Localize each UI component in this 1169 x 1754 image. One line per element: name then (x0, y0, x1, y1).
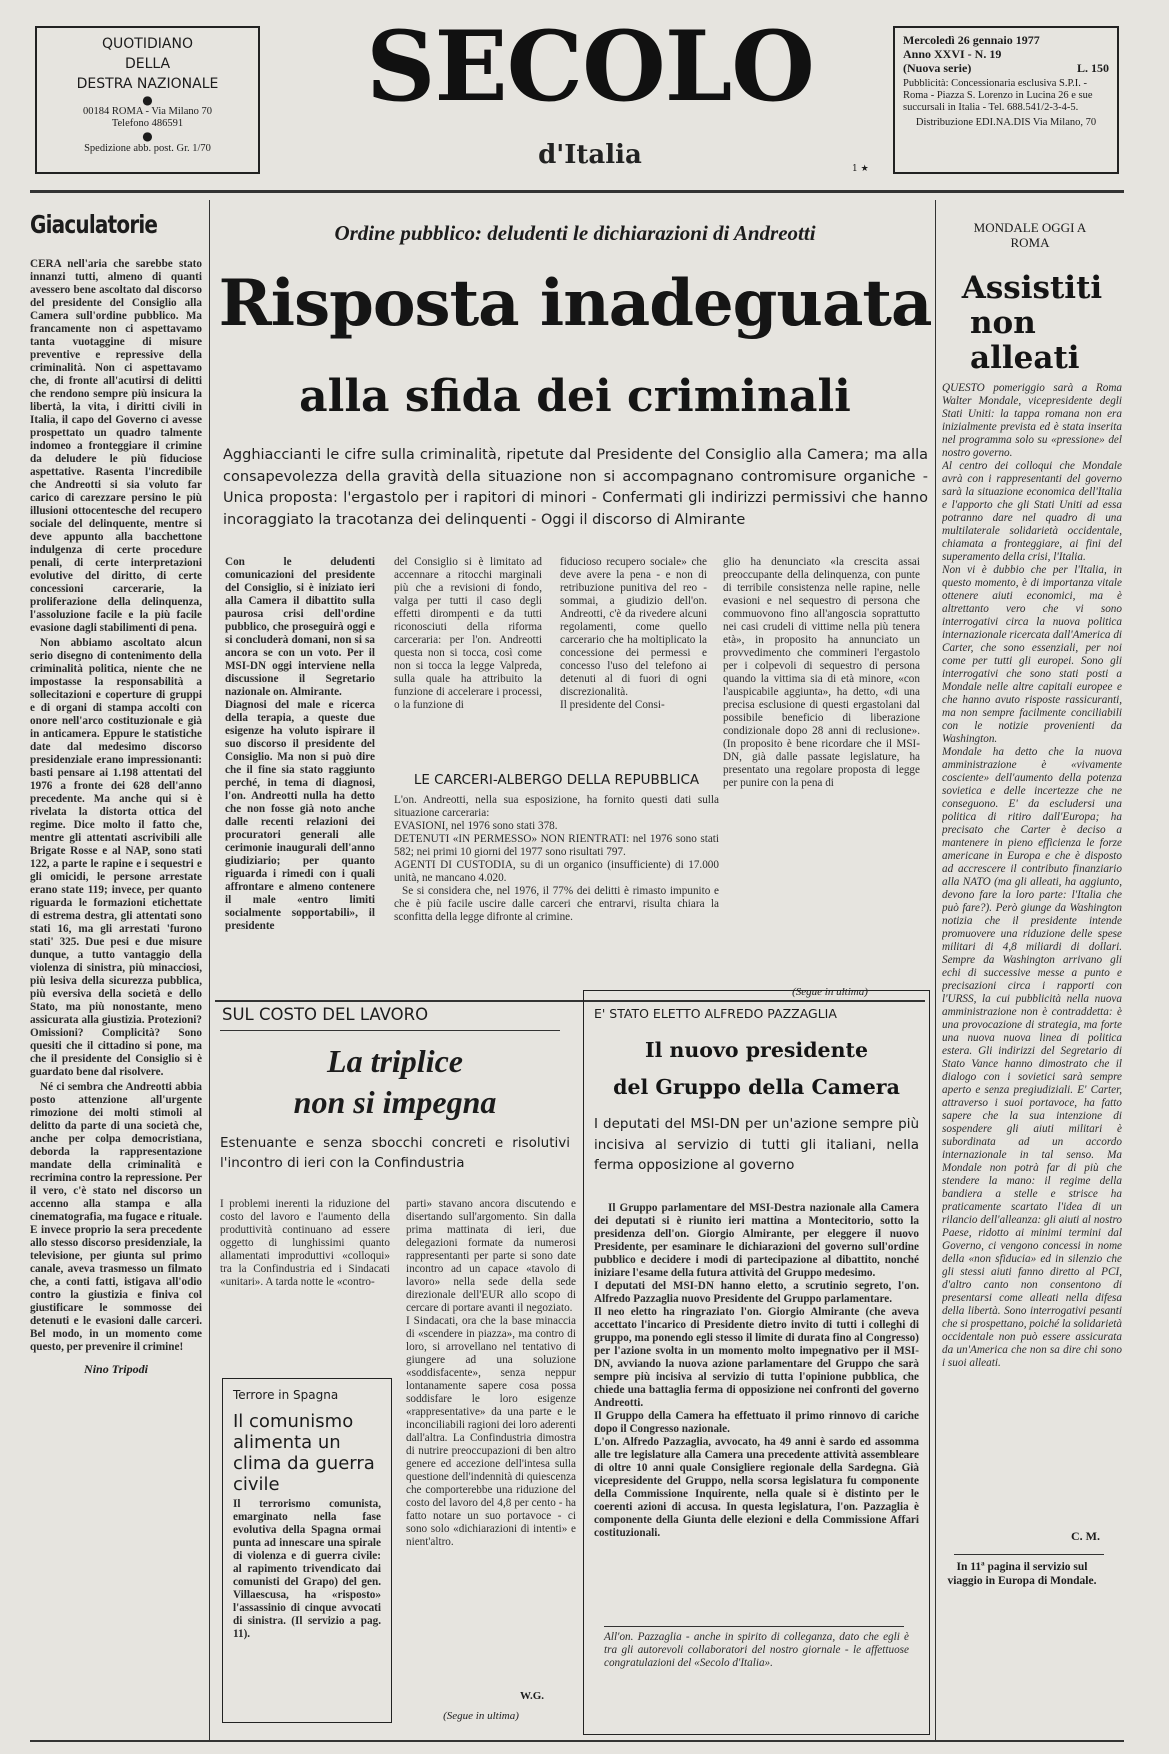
terrore-box (222, 1378, 392, 1723)
issue-date: Mercoledì 26 gennaio 1977 (903, 33, 1040, 47)
bullet-icon: ● (142, 93, 153, 107)
lavoro-continued: (Segue in ultima) (443, 1710, 519, 1722)
headline-line-2: alla sfida dei criminali (299, 371, 851, 422)
masthead-phone: Telefono 486591 (111, 118, 184, 129)
pazzaglia-rule (604, 1626, 904, 1627)
lavoro-title-2: non si impegna (293, 1084, 497, 1120)
lavoro-signature: W.G. (520, 1690, 545, 1702)
terrore-kicker: Terrore in Spagna (233, 1388, 339, 1402)
pazzaglia-note: All'on. Pazzaglia - anche in spirito di colleganza, dato che egli è tra gli autorevoli collaboratori del nostro giornale - le affettuose congratulazioni del «Secolo d'Italia». (604, 1630, 909, 1669)
mondale-signature: C. M. (1071, 1529, 1100, 1543)
carceri-detenuti: DETENUTI «IN PERMESSO» NON RIENTRATI: nel 1976 sono stati 582; nei primi 10 giorni del 1977 sono risultati 797. (394, 833, 719, 858)
column-rule-right (935, 200, 936, 1740)
issue-anno: Anno XXVI - N. 19 (903, 47, 1002, 61)
story-col-4 (723, 556, 920, 961)
carceri-conclusion: Se si considera che, nel 1976, il 77% dei delitti è rimasto impunito e che è più facile uscire dalle carceri che entrarvi, risulta chiara la sconfitta della legge difronte al crimine. (394, 885, 719, 923)
giaculatorie-signature: Nino Tripodi (84, 1362, 148, 1376)
terrore-title: Il comunismo alimenta un clima da guerra civile (233, 1411, 375, 1495)
masthead-left-box (35, 26, 260, 174)
pazzaglia-deck: I deputati del MSI-DN per un'azione sempre più incisiva al servizio di tutti gli italiani, nella ferma opposizione al governo (594, 1116, 919, 1173)
carceri-agenti: AGENTI DI CUSTODIA, su di un organico (insufficiente) di 17.000 unità, ne mancano 4.020. (394, 859, 719, 884)
pazzaglia-title-2: del Gruppo della Camera (613, 1075, 900, 1099)
lavoro-text-2: parti» stavano ancora discutendo e disertando sull'argomento. Sin dalla prima mattinata di ieri, due delegazioni formate da numerosi rappresentanti per parte si sono date incontro ad un capace «tavolo di lavoro» nella sede della sede direzionale dell'EUR allo scopo di cercare di portare avanti il negoziato. I Sindacati, ora che la base minaccia di «scendere in piazza», ma contro di loro, si arrovellano nel tentativo di giungere ad una soluzione «soddisfacente», senza neppur lontanamente sapere cosa possa soddisfare le loro esigenze «rappresentative» da una parte e le inconciliabili ragioni dei loro aderenti dall'altra. La Confindustria dimostra di nutrire preoccupazioni di ben altro genere ed accezione dell'intesa sulla questione dell'indennità di quiescenza che comporterebbe una riduzione del costo del lavoro del 4,8 per cento - ha fatto notare un suo portavoce - ci sono solo «dichiarazioni di intenti» e nient'altro. (406, 1198, 576, 1548)
story-text-2: del Consiglio si è limitato ad accennare a ritocchi marginali più che a revisioni di fondo, valga per tutti il caso degli effetti dirompenti e da tutti riconosciuti della riforma carceraria: per l'on. Andreotti questa non si tocca, così come non si tocca la legge Valpreda, sulla quale ha attribuito la funzione di accelerare i processi, o la funzione di (394, 556, 542, 711)
pazzaglia-title-1: Il nuovo presidente (644, 1038, 869, 1062)
masthead-rule (30, 190, 1124, 193)
story-text-1: Con le deludenti comunicazioni del presidente del Consiglio, si è iniziato ieri alla Camera il dibattito sulla paurosa crisi dell'ordine pubblico, che proseguirà oggi e si concluderà domani, non si sa ancora se con un voto. Per il MSI-DN oggi interviene nella discussione il Segretario nazionale on. Almirante. Diagnosi del male e ricerca della terapia, a queste due esigenze ha voluto ispirare il suo discorso il presidente del Consiglio. Ma non si può dire che il fine sia stato raggiunto perché, in tema di diagnosi, l'on. Andreotti nulla ha detto che non fosse già noto anche dalle recenti relazioni dei procuratori generali alle cerimonie inaugurali dell'anno giudiziario; per quanto riguarda i rimedi con i quali affrontare e almeno contenere il male «entro limiti socialmente sopportabili», il presidente (225, 556, 375, 932)
story-text-3: fiducioso recupero sociale» che deve avere la pena - e non di retribuzione punitiva del reo - sommai, a giudizio dell'on. Andreotti, c'è da rivedere alcuni regolamenti, come quello carcerario che ha moltiplicato la concessione dei permessi e concesso l'uso del telefono ai detenuti al di fuori di ogni discrezionalità. Il presidente del Consi- (560, 556, 707, 711)
pazzaglia-box (583, 990, 930, 1735)
story-col-2 (394, 556, 542, 734)
pubblicita-note: Pubblicità: Concessionaria esclusiva S.P.I. - Roma - Piazza S. Lorenzo in Lucina 26 e sue succursali in Italia - Tel. 688.541/2-3-4-5. (903, 78, 1093, 113)
masthead-address: 00184 ROMA - Via Milano 70 (83, 106, 212, 117)
giaculatorie-text-1: CERA nell'aria che sarebbe stato innanzi tutti, almeno di quanti avessero bene ascoltato dal discorso del presidente del Consiglio alla Camera sull'ordine pubblico. Ma francamente non ci aspettavamo tanta vuotaggine di misure preventive e repressive della criminalità. Non ci aspettavamo che, di fronte all'acutirsi di delitti che rendono sempre più insicura la libertà, la vita, i diritti civili in Italia, il capo del Governo ci avesse prospettato un quadro talmente indomeo a fronteggiare il crimine da deludere le più fiduciose aspettative. Rasenta l'incredibile che Andreotti si sia voluto far carico di carezzare persino le più illusioni ottocentesche del recupero sociale del delinquente, mentre si deve appunto alla bacchettone indulgenza di certe procedure penali, di certe interpretazioni evolutive del diritto, di certe concessioni carcerarie, la proliferazione della delinquenza, l'assoluzione facile e la più facile evasione dagli stabilimenti di pena. (30, 258, 202, 634)
masthead-tagline-2: DELLA (124, 56, 171, 72)
mondale-text: QUESTO pomeriggio sarà a Roma Walter Mondale, vicepresidente degli Stati Uniti: la tappa romana non era inizialmente prevista ed è stata inserita nel programma solo su «pressione» del nostro governo. Al centro dei colloqui che Mondale avrà con i rappresentanti del governo sarà la situazione economica dell'Italia e l'apporto che gli Stati Uniti ad essa potranno dare nel quadro di una multilaterale solidarietà occidentale, chiamata a fronteggiare, ai fini del superamento della crisi, l'Italia. Non vi è dubbio che per l'Italia, in questo momento, è di importanza vitale ottenere aiuti economici, ma è altrettanto vero che vi sono interrogativi circa la nuova politica internazionale ricercata dall'America di Carter, che sono essenziali, per noi come per tutti gli europei. Sono gli interrogativi che sono stati posti a Mondale nelle altre capitali europee e che hanno avuto risposte rassicuranti, ma non sempre facilmente conciliabili con le notizie provenienti da Washington. Mondale ha detto che la nuova amministrazione è «vivamente cosciente» dell'aumento della potenza sovietica e delle incertezze che ne conseguono. E' da escludersi una politica di ritiro dall'Europa; ha precisato che Carter è deciso a mantenere in pieno efficienza le forze americane in Europa e che è disposto ad accrescere il contributo finanziario alla NATO (ma gli alleati, ha aggiunto, devono fare la loro parte: l'Italia che può fare?). Però giunge da Washington notizia che il presidente intende promuovere una riduzione delle spese militari di 4,8 miliardi di dollari. Sempre da Washington arrivano gli echi di successive messe a punto e precisazioni circa i rapporti con l'URSS, la cui pubblicità nella nuova amministrazione non è contraddetta: è una provocazione di strategia, ma forte una nuova nuova linea di politica estera. Gli indirizzi del Segretario di Stato Vance hanno dimostrato che il dialogo con i sovietici sarà sempre aperto e senza pregiudiziali. E' Carter, attraverso i suoi portavoce, ha fatto sapere che la sua intenzione di sospendere gli aiuti militari è subordinata ad un accordo internazionale in tal senso. Ma Mondale non potrà far di più che stendere la mano: il regime della bandiera a stelle e strisce ha praticamente scartato l'idea di un rilancio dell'alleanza: gli aiuti al nostro Paese, ridotto ai minimi termini dal Governo, ci vengono concessi in nome della «non sfiducia» ed in silenzio che gli stessi aiuti fanno diretto al PCI, d'altro canto non consentono di presentarsi come alleati nella difesa della libertà. Sono interrogativi pesanti che si prospettano, poiché la solidarietà occidentale non può essere assicurata da un'America che non sa dire chi sono i suoi alleati. (942, 382, 1122, 1369)
mondale-footer: In 11ª pagina il servizio sul viaggio in Europa di Mondale. (947, 1561, 1097, 1587)
left-column (30, 200, 202, 1735)
bullet-icon: ● (142, 129, 153, 143)
story-col-1 (225, 556, 375, 1001)
edition-stars: 1 ★ (852, 164, 869, 174)
masthead-spedizione: Spedizione abb. post. Gr. 1/70 (84, 143, 211, 154)
lavoro-text-1: I problemi inerenti la riduzione del costo del lavoro e l'aumento della produttività continuano ad essere oggetto di lunghissimi quanto allamentati improduttivi «colloqui» tra la Confindustria ed i Sindacati «unitari». A tarda notte le «contro- (220, 1198, 390, 1288)
pazzaglia-kicker: E' STATO ELETTO ALFREDO PAZZAGLIA (594, 1006, 837, 1021)
lavoro-kicker: SUL COSTO DEL LAVORO (222, 1005, 429, 1024)
masthead-right-box (893, 26, 1119, 174)
headline-kicker: Ordine pubblico: deludenti le dichiarazioni di Andreotti (334, 221, 816, 245)
mondale-title-3: alleati (970, 340, 1080, 376)
pazzaglia-text: Il Gruppo parlamentare del MSI-Destra nazionale alla Camera dei deputati si è riunito ieri mattina a Montecitorio, sotto la presidenza dell'on. Giorgio Almirante, per eleggere il nuovo Presidente, per esaminare le dichiarazioni del governo sull'ordine pubblico e decidere i modi di partecipazione al dibattito, nonché iniziare l'esame della futura attività del Gruppo medesimo. I deputati del MSI-DN hanno eletto, a scrutinio segreto, l'on. Alfredo Pazzaglia nuovo Presidente del Gruppo parlamentare. Il neo eletto ha ringraziato l'on. Giorgio Almirante (che aveva accettato l'incarico di Presidente dietro invito di tutti i colleghi di gruppo, ma ponendo egli stesso il limite di durata fino al Congresso) per l'azione svolta in un momento molto impegnativo per il MSI-DN, avviando la nuova azione parlamentare del Gruppo che sarà sempre più incisiva al servizio di tutta l'opinione pubblica, che chiede una battaglia ferma di opposizione nei confronti del governo Andreotti. Il Gruppo della Camera ha effettuato il primo rinnovo di cariche dopo il Congresso nazionale. L'on. Alfredo Pazzaglia, avvocato, ha 49 anni è sardo ed assomma alle tre legislature alla Camera una precedente attività assembleare di oltre 10 anni quale Consigliere regionale della Sardegna. Già vicepresidente del Gruppo, nella scorsa legislatura fu componente della Commissione Inquirente, nella quale si è distinto per le coerenti azioni di accusa. In questa legislatura, l'on. Pazzaglia è componente della Giunta delle elezioni e della Commissione Affari costituzionali. (594, 1201, 919, 1539)
masthead-tagline-1: QUOTIDIANO (102, 36, 193, 52)
carceri-intro: L'on. Andreotti, nella sua esposizione, ha fornito questi dati sulla situazione carceraria: (394, 794, 719, 819)
lavoro-col-2 (406, 1198, 576, 1688)
issue-serie: (Nuova serie) (903, 61, 972, 75)
masthead-subtitle: d'Italia (538, 140, 642, 170)
mondale-title-2: non (970, 305, 1036, 341)
masthead-title: SECOLO (366, 10, 814, 123)
carceri-box (394, 770, 719, 995)
story-text-4: glio ha denunciato «la crescita assai preoccupante della delinquenza, con punte di terribile consistenza nelle rapine, nelle evasioni e nel sequestro di persona che commuovono fino all'angoscia soprattutto nei casi crudeli di vittime nella più tenera età», in proposito ha annunciato un provvedimento che commineri l'ergastolo per i colpevoli di sequestro di persona quando la vittima sia di età minore, «con l'auspicabile aggiunta», ha detto, «di una precisa esclusione di questi ergastolani dal possibile beneficio di liberazione condizionale dopo 28 anni di reclusione». (In proposito è bene ricordare che il MSI-DN, già dalle passate legislature, ha presentato una regolare proposta di legge per punire con la pena di (723, 556, 920, 789)
mondale-title-1: Assistiti (961, 270, 1103, 306)
headline-line-1: Risposta inadeguata (218, 266, 932, 341)
carceri-title: LE CARCERI-ALBERGO DELLA REPUBBLICA (413, 772, 700, 788)
lavoro-title-1: La triplice (327, 1043, 463, 1079)
lavoro-col-1 (220, 1198, 390, 1373)
column-rule-left (209, 200, 210, 1740)
right-column (942, 220, 1122, 1720)
story-col-3 (560, 556, 707, 734)
giaculatorie-text-3: Né ci sembra che Andreotti abbia posto attenzione all'urgente rimozione dei molti stimoli al delitto da parte di una società che, anche per colpa democristiana, deborda la rappresentazione mandate della criminalità e recrimina contro la repressione. Per il vero, c'è stato nel discorso un accenno alla stampa e alla cinematografia, ma fugace e rituale. E invece proprio la sera precedente allo stesso discorso presidenziale, la televisione, per giunta sul primo canale, aveva trasmesso un filmato che, a conti fatti, istigava all'odio contro la giustizia e finiva col giustificare le sommosse dei detenuti e le evasioni dalle carceri. Bel modo, in un momento come questo, per prevenire il crimine! (30, 1081, 202, 1353)
story-continued: (Segue in ultima) (792, 986, 868, 998)
terrore-text: Il terrorismo comunista, emarginato nella fase evolutiva della Spagna ormai punta ad innescare una spirale di violenza e di guerra civile: al rapimento trivendicato dai comunisti del Grapo) del gen. Villaescusa, ha «risposto» l'assassinio di cinque avvocati di sinistra. (Il servizio a pag. 11). (233, 1498, 381, 1640)
giaculatorie-title: Giaculatorie (30, 210, 158, 239)
headline-deck: Agghiaccianti le cifre sulla criminalità, ripetute dal Presidente del Consiglio alla Camera; ma alla consapevolezza della gravità della situazione non si accompagnano contromisure organiche - Unica proposta: l'ergastolo per i rapitori di minori - Confermati gli indirizzi permissivi che hanno incoraggiato la tracotanza dei delinquenti - Oggi il discorso di Almirante (223, 447, 928, 528)
giaculatorie-text-2: Non abbiamo ascoltato alcun serio disegno di contenimento della criminalità politica, niente che ne impostasse la responsabilità a sollecitazioni e coperture di gruppi e di organi di stampa accolti con onore nell'arco costituzionale e già in anticamera. Eppure le statistiche date dal medesimo discorso presidenziale erano impressionanti: basti pensare ai 1.198 attentati del 1976 a fronte dei 628 dell'anno precedente. Ma anche qui si è rivelata la distorta ottica del regime. Dice molto il fatto che, mentre gli attentati ascrivibili alle Brigate Rosse e al NAP, sono stati 122, a parte le rapine e i sequestri e gli omicidi, le persone arrestate erano state 119; invece, per quanto riguarda le formazioni etichettate di estrema destra, gli attentati sono stati 16, ma gli arrestati 'furono stati' 325. Due pesi e due misure dunque, a tutto vantaggio della violenza di sinistra, più minacciosi, più lesiva della sicurezza pubblica, più eversiva della società e dello Stato, ma più nonostante, meno assicurata alla giustizia. Protezioni? Omissioni? Complicità? Sono quesiti che il cittadino si pone, ma che il presidente del Consiglio si è guardato bene dal risolvere. (30, 637, 202, 1078)
lavoro-deck: Estenuante e senza sbocchi concreti e risolutivi l'incontro di ieri con la Confindustria (220, 1135, 570, 1171)
lavoro-rule (220, 1030, 560, 1031)
mondale-rule (954, 1554, 1104, 1555)
bottom-rule (30, 1740, 1124, 1742)
distribuzione-note: Distribuzione EDI.NA.DIS Via Milano, 70 (915, 117, 1097, 128)
issue-price: L. 150 (1076, 61, 1109, 75)
carceri-evasioni: EVASIONI, nel 1976 sono stati 378. (394, 820, 558, 832)
mondale-kicker: MONDALE OGGI A ROMA (973, 220, 1087, 250)
masthead-tagline-3: DESTRA NAZIONALE (76, 76, 219, 92)
